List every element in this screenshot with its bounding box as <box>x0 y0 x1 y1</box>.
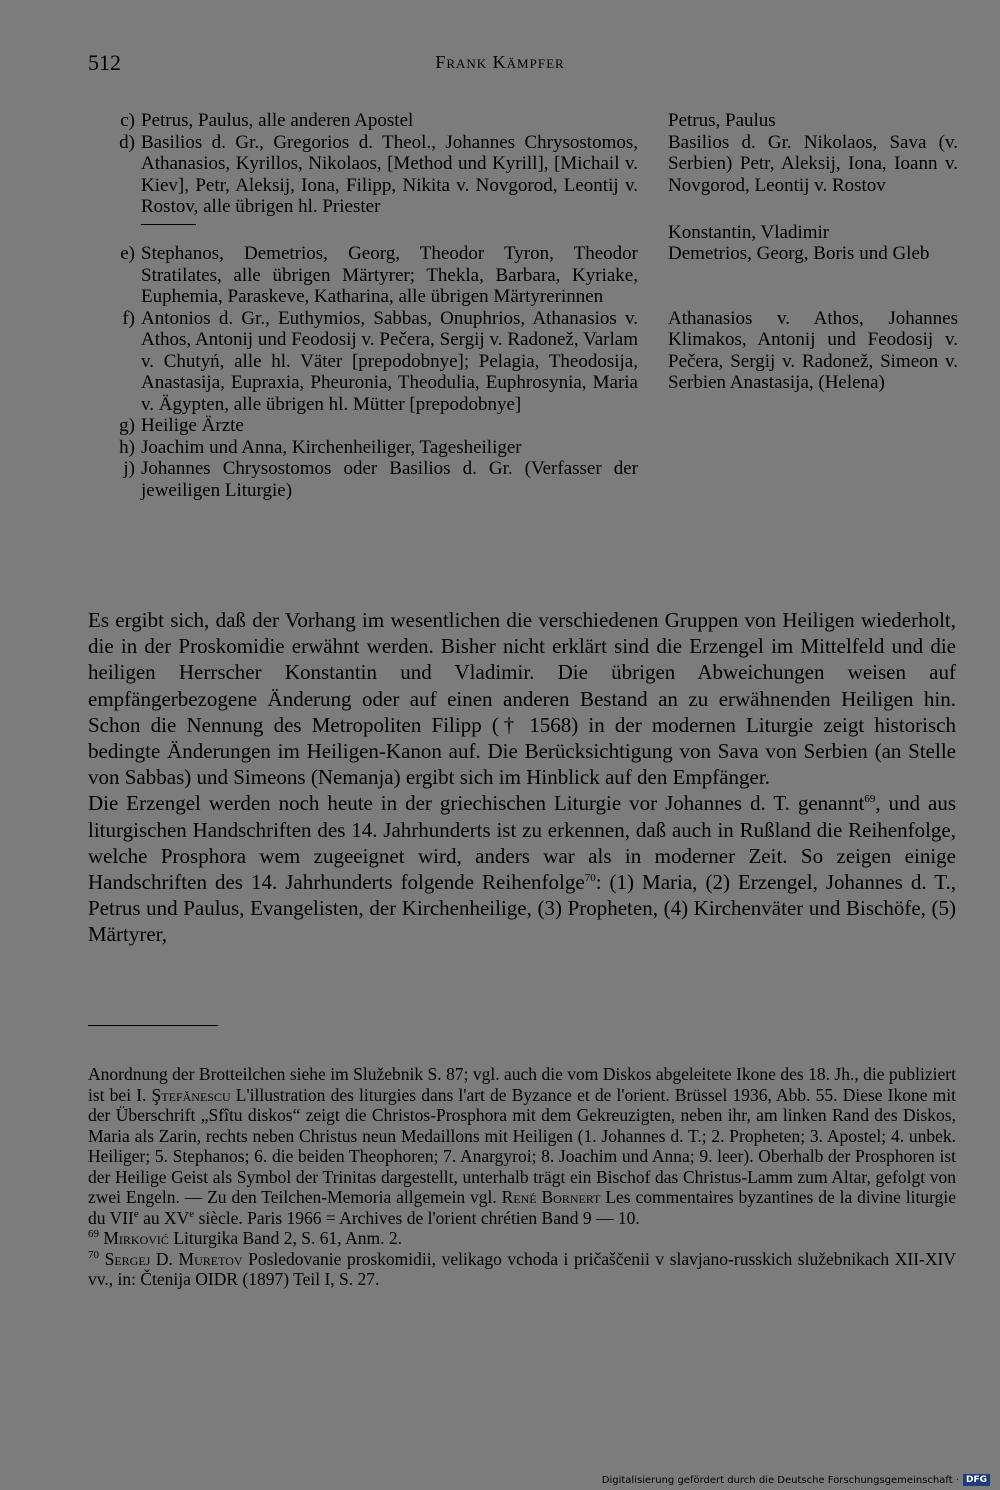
table-row <box>85 132 965 218</box>
footnote-author: Ştefănescu <box>151 1084 231 1105</box>
row-marker: h) <box>119 436 135 458</box>
footnote-text: Anordnung der Brotteilchen siehe im Služebnik S. 87; vgl. auch die vom Diskos abgeleitete Ikone des 18. Jh., die publiziert ist bei I. <box>88 1064 956 1105</box>
row-left-text: Antonios d. Gr., Euthymios, Sabbas, Onuphrios, Athanasios v. Athos, Antonij und Feodosij v. Pečera, Sergij v. Radonež, Varlam v. Chutyń, alle hl. Väter [prepodobnye]; Pelagia, Theodosija, Anastasija, Eupraxia, Pheuronia, Theodulia, Euphrosynia, Maria v. Ägypten, alle übrigen hl. Mütter [prepodobnye] <box>141 307 638 415</box>
footnote-separator <box>88 1025 218 1026</box>
table-row <box>85 437 965 459</box>
row-marker: j) <box>123 458 135 479</box>
footnote-ref-69: 69 <box>864 793 876 806</box>
saints-table <box>85 110 965 501</box>
footnote-author: René Bornert <box>501 1187 601 1207</box>
row-right-text: Demetrios, Georg, Boris und Gleb <box>668 243 930 264</box>
paragraph-text: , und aus liturgischen Handschriften des 14. Jahrhunderts ist zu erkennen, daß auch in Rußland die Reihenfolge, welche Prosphora wem zugeeignet wird, anders war als in moderner Zeit. So zeigen einige Handschriften des 14. Jahrhunderts folgende Reihenfolge <box>88 791 956 895</box>
footnote-70 <box>88 1249 956 1290</box>
digitization-text: Digitalisierung gefördert durch die Deutsche Forschungsgemeinschaft · <box>601 1474 959 1486</box>
row-marker: c) <box>120 110 135 131</box>
footnote-text: Liturgika Band 2, S. 61, Anm. 2. <box>168 1228 402 1248</box>
row-left-text: Basilios d. Gr., Gregorios d. Theol., Johannes Chrysostomos, Athanasios, Kyrillos, Nikolaos, [Method und Kyrill], [Michail v. Kiev], Petr, Aleksij, Iona, Filipp, Nikita v. Novgorod, Leontij v. Rostov, alle übrigen hl. Priester <box>141 131 638 217</box>
footnote-author: Mirković <box>103 1228 169 1248</box>
row-right-text <box>668 458 958 501</box>
row-right-text <box>668 415 958 437</box>
row-marker: f) <box>122 307 135 329</box>
body-paragraph-2 <box>88 790 956 947</box>
digitization-credit <box>602 1474 990 1486</box>
dfg-logo: DFG <box>963 1474 990 1486</box>
table-row <box>85 308 965 416</box>
row-left-text: Joachim und Anna, Kirchenheiliger, Tagesheiliger <box>141 436 522 458</box>
footnote-69 <box>88 1228 956 1249</box>
superscript: e <box>133 1207 139 1220</box>
footnotes <box>88 1064 956 1290</box>
footnote-author: Sergej D. Muretov <box>104 1248 243 1269</box>
footnote-continued <box>88 1064 956 1228</box>
row-right-text: Athanasios v. Athos, Johannes Klimakos, Antonij und Feodosij v. Pečera, Sergij v. Radonež, Simeon v. Serbien Anastasija, (Helena) <box>668 307 958 393</box>
footnote-text: L'illustration des liturgies dans l'art de Byzance et de l'orient. Brüssel 1936, Abb. 55. Diese Ikone mit der Überschrift „Sfîtu diskos“ zeigt die Christos-Prosphora mit dem Gekreuzigten, neben ihr, am linken Rand des Diskos, Maria als Zarin, rechts neben Christus neun Medaillons mit Heiligen (1. Johannes d. T.; 2. Propheten; 3. Apostel; 4. unbek. Heiliger; 5. Stephanos; 6. die beiden Theophoren; 7. Anargyroi; 8. Joachim und Anna; 9. leer). Oberhalb der Prosphoren ist der Heilige Geist als Symbol der Trinitas dargestellt, unterhalb trägt ein Bischof das Christus-Lamm zum Altar, gefolgt von zwei Engeln. — Zu den Teilchen-Memoria allgemein vgl. <box>88 1084 956 1207</box>
row-right-text: Petrus, Paulus <box>668 110 776 131</box>
body-text <box>88 607 956 948</box>
row-left-divider <box>141 218 638 244</box>
row-right-text: Basilios d. Gr. Nikolaos, Sava (v. Serbien) Petr, Aleksij, Iona, Ioann v. Novgorod, Leontij v. Rostov <box>668 131 958 196</box>
row-left-text: Stephanos, Demetrios, Georg, Theodor Tyron, Theodor Stratilates, alle übrigen Märtyrer; Thekla, Barbara, Kyriake, Euphemia, Paraskeve, Katharina, alle übrigen Märtyrerinnen <box>141 243 638 307</box>
row-right-text <box>668 437 958 459</box>
row-left-text: Petrus, Paulus, alle anderen Apostel <box>141 110 414 131</box>
footnote-ref-70: 70 <box>584 872 596 885</box>
table-row <box>85 243 965 308</box>
footnote-text: au XV <box>138 1207 190 1228</box>
superscript: e <box>189 1207 195 1220</box>
page-number: 512 <box>88 50 121 75</box>
footnote-text: siècle. Paris 1966 = Archives de l'orient chrétien Band 9 — 10. <box>194 1207 640 1228</box>
footnote-number: 69 <box>88 1228 99 1241</box>
table-row <box>85 458 965 501</box>
paragraph-text: : (1) Maria, (2) Erzengel, Johannes d. T., Petrus und Paulus, Evangelisten, der Kirchenheilige, (3) Propheten, (4) Kirchenväter und Bischöfe, (5) Märtyrer, <box>88 870 956 947</box>
body-paragraph-1: Es ergibt sich, daß der Vorhang im wesentlichen die verschiedenen Gruppen von Heiligen wiederholt, die in der Proskomidie erwähnt werden. Bisher nicht erklärt sind die Erzengel im Mittelfeld und die heiligen Herrscher Konstantin und Vladimir. Die übrigen Abweichungen weisen auf empfängerbezogene Änderung oder auf einen anderen Bestand an zu erwähnenden Heiligen hin. Schon die Nennung des Metropoliten Filipp († 1568) in der modernen Liturgie zeigt historisch bedingte Änderungen im Heiligen-Kanon auf. Die Berücksichtigung von Sava von Serbien (an Stelle von Sabbas) und Simeons (Nemanja) ergibt sich im Hinblick auf den Empfänger. <box>88 608 956 790</box>
table-row <box>85 110 965 132</box>
row-marker <box>85 218 141 244</box>
row-marker: g) <box>119 415 135 436</box>
footnote-text: Les commentaires byzantines de la divine liturgie du VII <box>88 1187 957 1228</box>
running-title: Frank Kämpfer <box>435 52 565 72</box>
row-marker: d) <box>119 131 135 153</box>
footnote-number: 70 <box>88 1248 99 1261</box>
footnote-text: Posledovanie proskomidii, velikago vchoda i pričaščenii v slavjano-russkich služebnikach XII-XIV vv., in: Čtenija OIDR (1897) Teil I, S. 27. <box>88 1248 956 1289</box>
table-row <box>85 218 965 244</box>
divider-rule <box>141 224 196 225</box>
row-right-text: Konstantin, Vladimir <box>668 221 830 243</box>
row-marker: e) <box>120 243 135 264</box>
row-left-text: Heilige Ärzte <box>141 415 244 436</box>
paragraph-text: Die Erzengel werden noch heute in der griechischen Liturgie vor Johannes d. T. genannt <box>88 791 865 816</box>
table-row <box>85 415 965 437</box>
row-left-text: Johannes Chrysostomos oder Basilios d. Gr. (Verfasser der jeweiligen Liturgie) <box>141 458 638 501</box>
